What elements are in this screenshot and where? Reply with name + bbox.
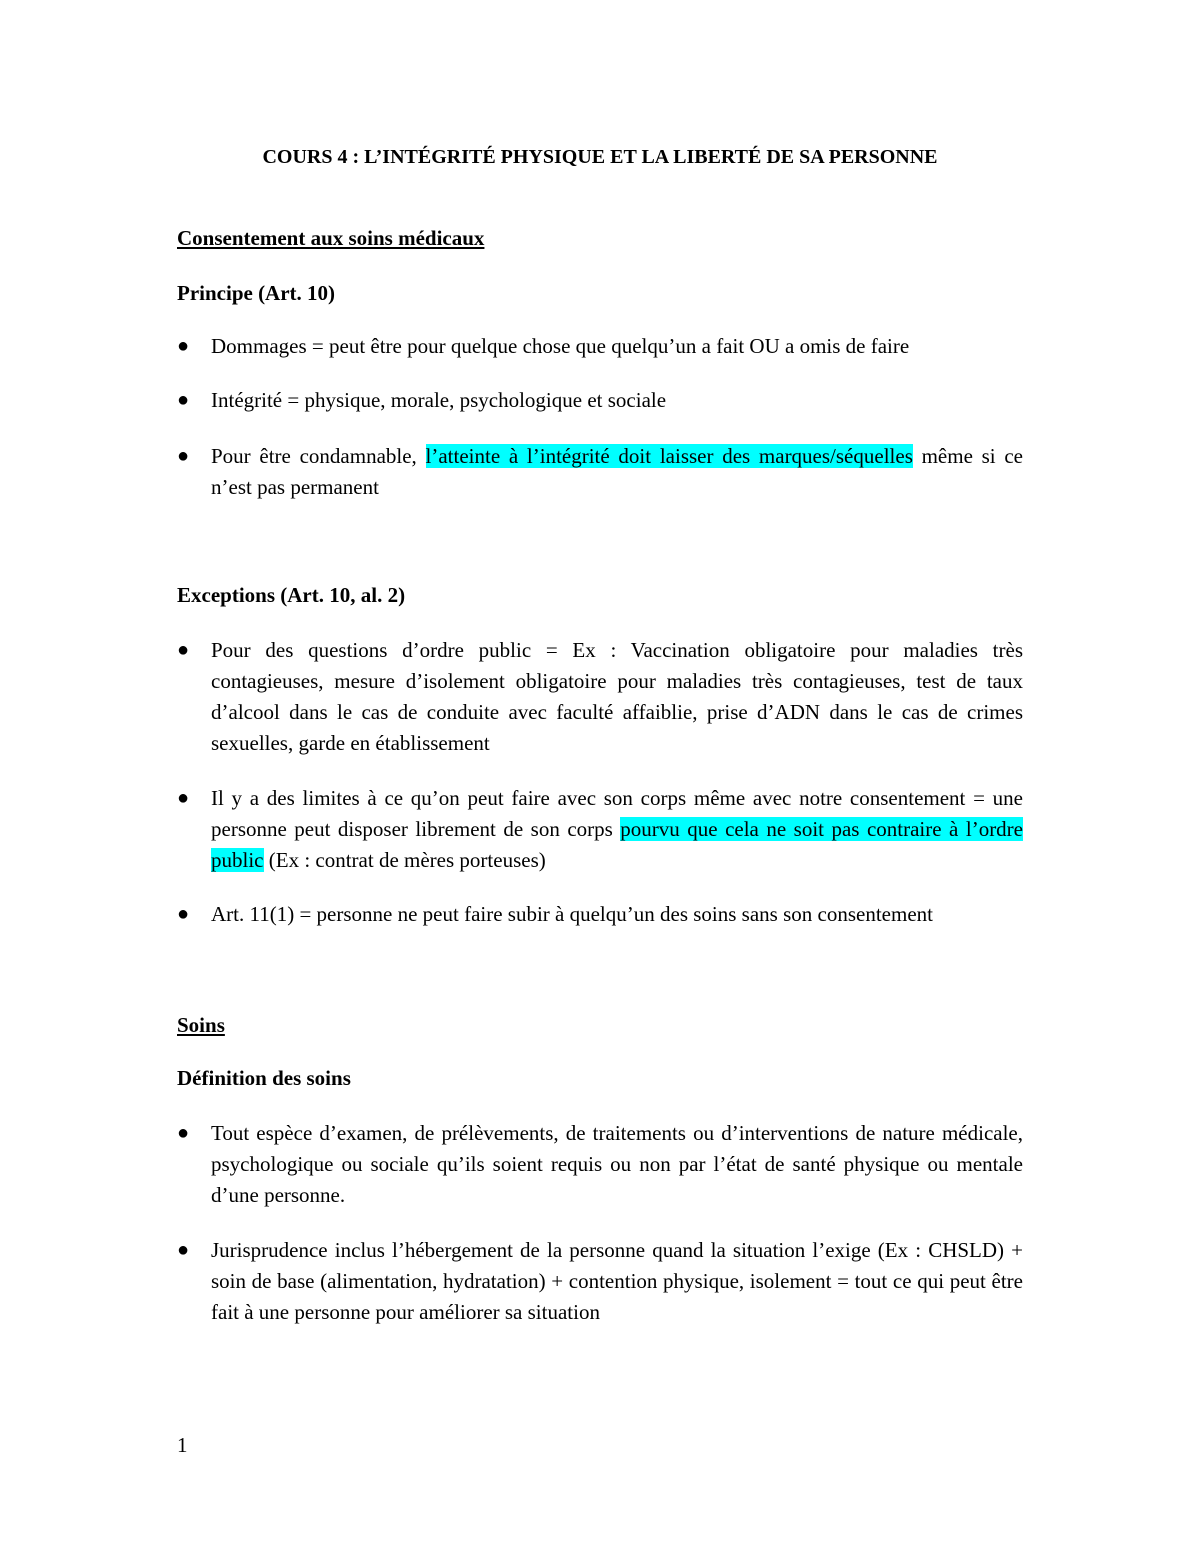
bullet-icon: ● [177, 1239, 190, 1261]
list-item-text: Dommages = peut être pour quelque chose que quelqu’un a fait OU a omis de faire [211, 334, 910, 358]
document-title: COURS 4 : L’INTÉGRITÉ PHYSIQUE ET LA LIBERTÉ DE SA PERSONNE [262, 146, 938, 168]
section-heading-consentement: Consentement aux soins médicaux [177, 226, 485, 250]
subheading-principe: Principe (Art. 10) [177, 281, 336, 305]
bullet-icon: ● [177, 787, 190, 809]
bullet-icon: ● [177, 639, 190, 661]
list-item-text [211, 783, 1023, 876]
list-item [177, 1235, 1023, 1328]
subheading-exceptions: Exceptions (Art. 10, al. 2) [177, 583, 406, 607]
list-item-text [211, 441, 1023, 503]
list-item-text: Intégrité = physique, morale, psychologique et sociale [211, 388, 667, 412]
list-item-text: Tout espèce d’examen, de prélèvements, de traitements ou d’interventions de nature médicale, psychologique ou sociale qu’ils soient requis ou non par l’état de santé physique ou mentale d’une personne. [211, 1121, 1023, 1207]
list-item [177, 331, 1023, 362]
bullet-icon: ● [177, 335, 190, 357]
list-item [177, 635, 1023, 759]
text-segment: Il y a des limites à ce qu’on peut faire avec son corps même avec notre consentement = une personne peut disposer librement de son corps [211, 786, 1023, 841]
subheading-definition: Définition des soins [177, 1066, 351, 1090]
list-item [177, 899, 1023, 930]
bullet-icon: ● [177, 445, 190, 467]
text-segment: même si ce n’est pas permanent [211, 444, 1024, 499]
bullet-icon: ● [177, 1122, 190, 1144]
list-item-text: Jurisprudence inclus l’hébergement de la personne quand la situation l’exige (Ex : CHSLD) + soin de base (alimentation, hydratation) + contention physique, isolement = tout ce qui peut être fait à une personne pour améliorer sa situation [211, 1238, 1023, 1324]
highlighted-text: l’atteinte à l’intégrité doit laisser des marques/séquelles [425, 444, 913, 468]
page-number: 1 [177, 1433, 188, 1457]
list-item-text: Pour des questions d’ordre public = Ex : Vaccination obligatoire pour maladies très contagieuses, mesure d’isolement obligatoire pour maladies très contagieuses, test de taux d’alcool dans le cas de conduite avec faculté affaiblie, prise d’ADN dans le cas de crimes sexuelles, garde en établissement [211, 638, 1023, 755]
list-item [177, 385, 1023, 416]
text-segment: (Ex : contrat de mères porteuses) [263, 848, 546, 872]
bullet-icon: ● [177, 903, 190, 925]
list-item [177, 441, 1023, 503]
bullet-icon: ● [177, 389, 190, 411]
list-item [177, 783, 1023, 876]
text-segment: Pour être condamnable, [211, 444, 426, 468]
list-item [177, 1118, 1023, 1211]
list-item-text: Art. 11(1) = personne ne peut faire subir à quelqu’un des soins sans son consentement [211, 902, 933, 926]
highlighted-text: pourvu que cela ne soit pas contraire à l’ordre public [211, 817, 1023, 872]
section-heading-soins: Soins [177, 1013, 225, 1037]
